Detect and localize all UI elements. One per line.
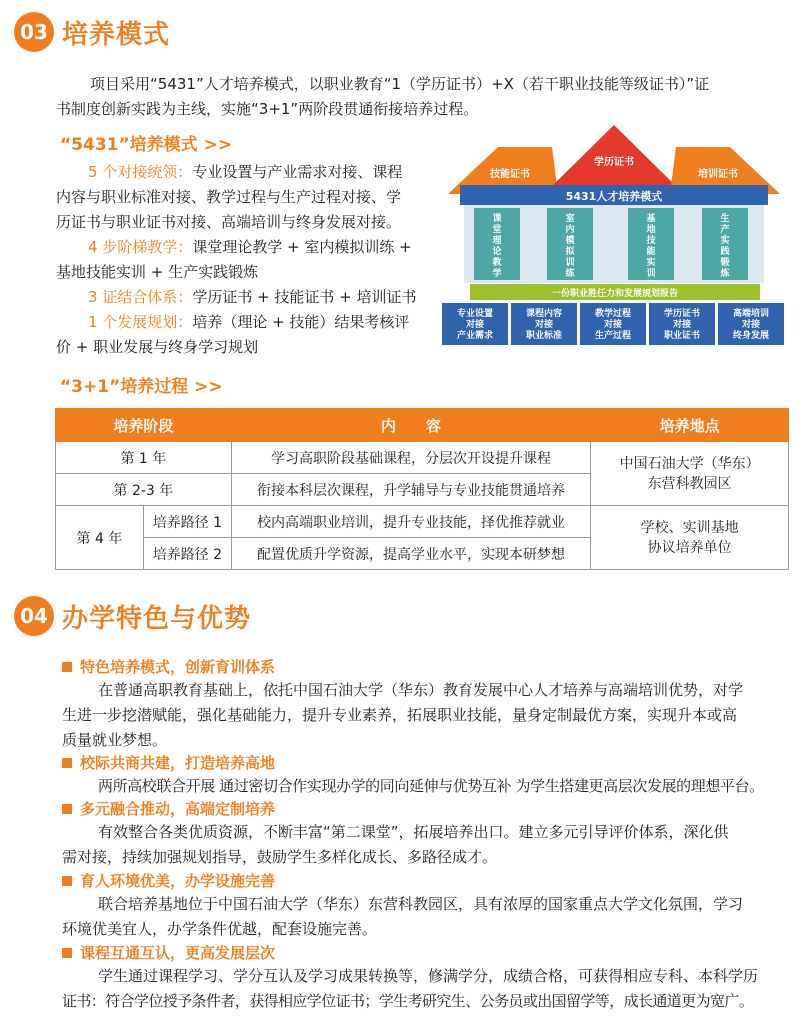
model-line-text: 学历证书 + 技能证书 + 培训证书 xyxy=(192,288,417,306)
model-line-text: 课堂理论教学 + 室内模拟训练 + xyxy=(192,238,412,256)
feature-heading xyxy=(62,942,275,963)
square-bullet-icon xyxy=(62,662,72,672)
feature-line: 质量就业梦想。 xyxy=(62,731,168,749)
roof-right-label: 培训证书 xyxy=(698,169,738,180)
section-number-badge: 04 xyxy=(14,596,54,636)
section-number-badge: 03 xyxy=(14,12,54,52)
content-cell: 配置优质升学资源，提高学业水平，实现本研梦想 xyxy=(231,538,590,570)
stage-cell: 第 2-3 年 xyxy=(56,474,232,506)
feature-heading-text: 课程互通互认，更高发展层次 xyxy=(80,944,276,962)
model-line-text: 价 + 职业发展与终身学习规划 xyxy=(56,338,259,356)
location-cell xyxy=(591,506,789,570)
roof-left-label: 技能证书 xyxy=(490,169,530,180)
model-line xyxy=(56,185,401,210)
section-title: 培养模式 xyxy=(62,19,171,50)
feature-heading xyxy=(62,798,275,819)
feature-heading-text: 多元融合推动，高端定制培养 xyxy=(80,800,276,818)
feature-line: 需对接，持续加强规划指导，鼓励学生多样化成长、多路径成才。 xyxy=(62,848,498,866)
feature-line: 生进一步挖潜赋能，强化基础能力，提升专业素养，拓展职业技能，量身定制最优方案，实现升本或高 xyxy=(62,706,738,724)
square-bullet-icon xyxy=(62,758,72,768)
feature-line: 证书：符合学位授予条件者，获得相应学位证书；学生考研究生、公务员或出国留学等，成长通道更为宽广。 xyxy=(62,992,754,1010)
intro-line-1: 项目采用“5431”人才培养模式，以职业教育“1（学历证书）+X（若干职业技能等级证书）”证 xyxy=(90,75,710,93)
location-cell xyxy=(591,442,789,506)
feature-heading xyxy=(62,870,275,891)
model-line xyxy=(88,160,402,185)
model-line-text: 内容与职业标准对接、教学过程与生产过程对接、学 xyxy=(56,188,402,206)
base-label: 课程内容对接职业标准 xyxy=(525,309,563,341)
process-table xyxy=(55,408,789,570)
model-line xyxy=(88,235,412,260)
path-cell: 培养路径 1 xyxy=(143,506,231,538)
model-line-highlight: 5 个对接统领： xyxy=(88,163,193,181)
table-header-row xyxy=(56,409,789,442)
section-04-header xyxy=(14,596,251,636)
intro-line-2: 书制度创新实践为主线，实施“3+1”两阶段贯通衔接培养过程。 xyxy=(56,100,479,118)
stage-cell: 第 4 年 xyxy=(56,506,144,570)
banner-label: 5431人才培养模式 xyxy=(565,190,663,203)
feature-heading-text: 育人环境优美，办学设施完善 xyxy=(80,872,276,890)
model-line-text: 培养（理论 + 技能）结果考核评 xyxy=(192,313,410,331)
model-line xyxy=(88,285,417,310)
feature-line: 有效整合各类优质资源，不断丰富“第二课堂”，拓展培养出口。建立多元引导评价体系，深化供 xyxy=(98,823,729,841)
roof-center-label: 学历证书 xyxy=(594,157,634,168)
feature-heading-text: 校际共商共建，打造培养高地 xyxy=(80,754,276,772)
process-subtitle: “3+1”培养过程 >> xyxy=(60,377,223,397)
report-label: 一份职业胜任力和发展规划报告 xyxy=(551,289,679,299)
model-line xyxy=(56,260,258,285)
square-bullet-icon xyxy=(62,876,72,886)
feature-heading-text: 特色培养模式，创新育训体系 xyxy=(80,658,276,676)
feature-heading xyxy=(62,752,275,773)
model-subtitle: “5431”培养模式 >> xyxy=(60,135,233,155)
location-line: 学校、实训基地 xyxy=(640,519,739,536)
stage-cell: 第 1 年 xyxy=(56,442,232,474)
feature-line: 在普通高职教育基础上，依托中国石油大学（华东）教育发展中心人才培养与高端培训优势，对学 xyxy=(98,681,744,699)
base-label: 学历证书对接职业证书 xyxy=(663,309,701,341)
pillar-label: 生产实践锻炼 xyxy=(720,214,730,279)
model-line xyxy=(56,210,401,235)
model-line xyxy=(88,310,409,335)
pillar-label: 课堂理论教学 xyxy=(492,214,502,279)
path-cell: 培养路径 2 xyxy=(143,538,231,570)
model-line-highlight: 3 证结合体系： xyxy=(88,288,193,306)
base-label: 高端培训对接终身发展 xyxy=(732,309,770,341)
header-stage: 培养阶段 xyxy=(56,409,232,442)
square-bullet-icon xyxy=(62,948,72,958)
feature-line: 学生通过课程学习、学分互认及学习成果转换等，修满学分，成绩合格，可获得相应专科、本科学历 xyxy=(98,967,759,985)
model-line-text: 基地技能实训 + 生产实践锻炼 xyxy=(56,263,259,281)
model-line-highlight: 1 个发展规划： xyxy=(88,313,193,331)
location-line: 中国石油大学（华东） xyxy=(619,455,760,472)
feature-line: 环境优美宜人，办学条件优越，配套设施完善。 xyxy=(62,920,378,938)
model-line xyxy=(56,335,258,360)
section-03-header xyxy=(14,12,170,52)
pillar-label: 室内模拟训练 xyxy=(565,214,575,279)
section-title: 办学特色与优势 xyxy=(62,603,252,634)
table-row xyxy=(56,442,789,474)
square-bullet-icon xyxy=(62,804,72,814)
header-content: 内 容 xyxy=(231,409,590,442)
feature-heading xyxy=(62,656,275,677)
base-label: 专业设置对接产业需求 xyxy=(456,309,494,341)
model-line-highlight: 4 步阶梯教学： xyxy=(88,238,193,256)
content-cell: 学习高职阶段基础课程，分层次开设提升课程 xyxy=(231,442,590,474)
content-cell: 衔接本科层次课程，升学辅导与专业技能贯通培养 xyxy=(231,474,590,506)
feature-line: 联合培养基地位于中国石油大学（华东）东营科教园区，具有浓厚的国家重点大学文化氛围，学习 xyxy=(98,895,744,913)
model-line-text: 历证书与职业证书对接、高端培训与终身发展对接。 xyxy=(56,213,402,231)
location-line: 协议培养单位 xyxy=(647,539,732,556)
location-line: 东营科教园区 xyxy=(647,475,732,492)
content-cell: 校内高端职业培训，提升专业技能，择优推荐就业 xyxy=(231,506,590,538)
table-row xyxy=(56,506,789,538)
header-location: 培养地点 xyxy=(591,409,789,442)
base-label: 教学过程对接生产过程 xyxy=(594,309,632,341)
model-diagram xyxy=(440,125,788,347)
pillar-label: 基地技能实训 xyxy=(646,214,656,279)
model-line-text: 专业设置与产业需求对接、课程 xyxy=(192,163,403,181)
feature-line: 两所高校联合开展 通过密切合作实现办学的同向延伸与优势互补 为学生搭建更高层次发展的理想平台。 xyxy=(98,777,764,795)
